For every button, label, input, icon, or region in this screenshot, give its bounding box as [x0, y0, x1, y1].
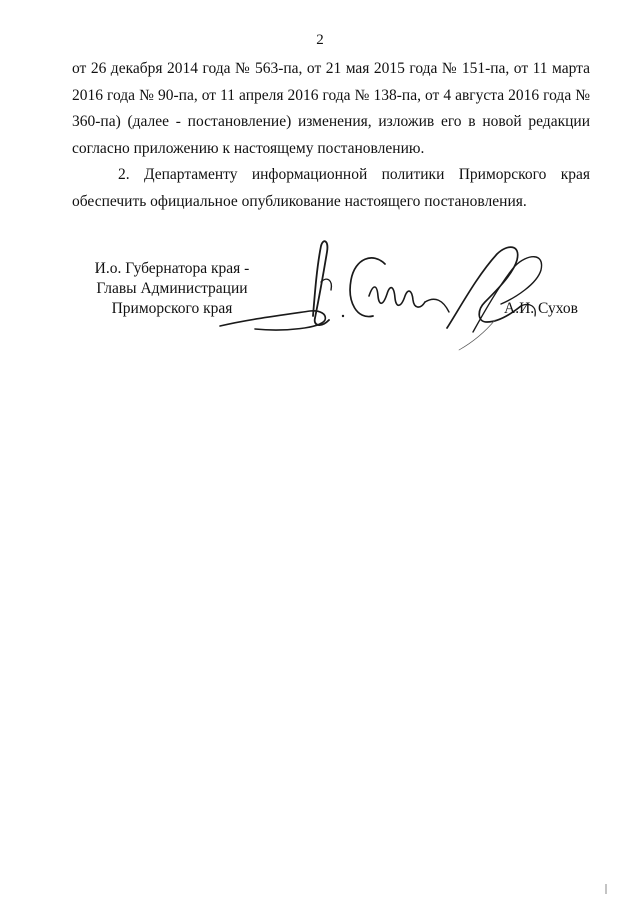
signatory-title-line-2: Главы Администрации — [96, 280, 248, 297]
scan-margin-mark — [604, 884, 608, 894]
document-body — [72, 56, 590, 215]
signatory-name: А.И. Сухов — [504, 300, 578, 317]
paragraph-item-2: 2. Департаменту информационной политики Приморского края обеспечить официальное опубликование настоящего постановления. — [72, 166, 590, 210]
signatory-title-line-3: Приморского края — [111, 300, 233, 317]
paragraph-continuation: от 26 декабря 2014 года № 563-па, от 21 мая 2015 года № 151-па, от 11 марта 2016 года № 90-па, от 11 апреля 2016 года № 138-па, от 4 августа 2016 года № 360-па) (далее - постановление) изменения, изложив его в новой редакции согласно приложению к настоящему постановлению. — [72, 60, 590, 157]
handwritten-signature-icon — [215, 236, 560, 351]
signatory-title-line-1: И.о. Губернатора края - — [94, 260, 250, 277]
page-number: 2 — [316, 32, 324, 48]
